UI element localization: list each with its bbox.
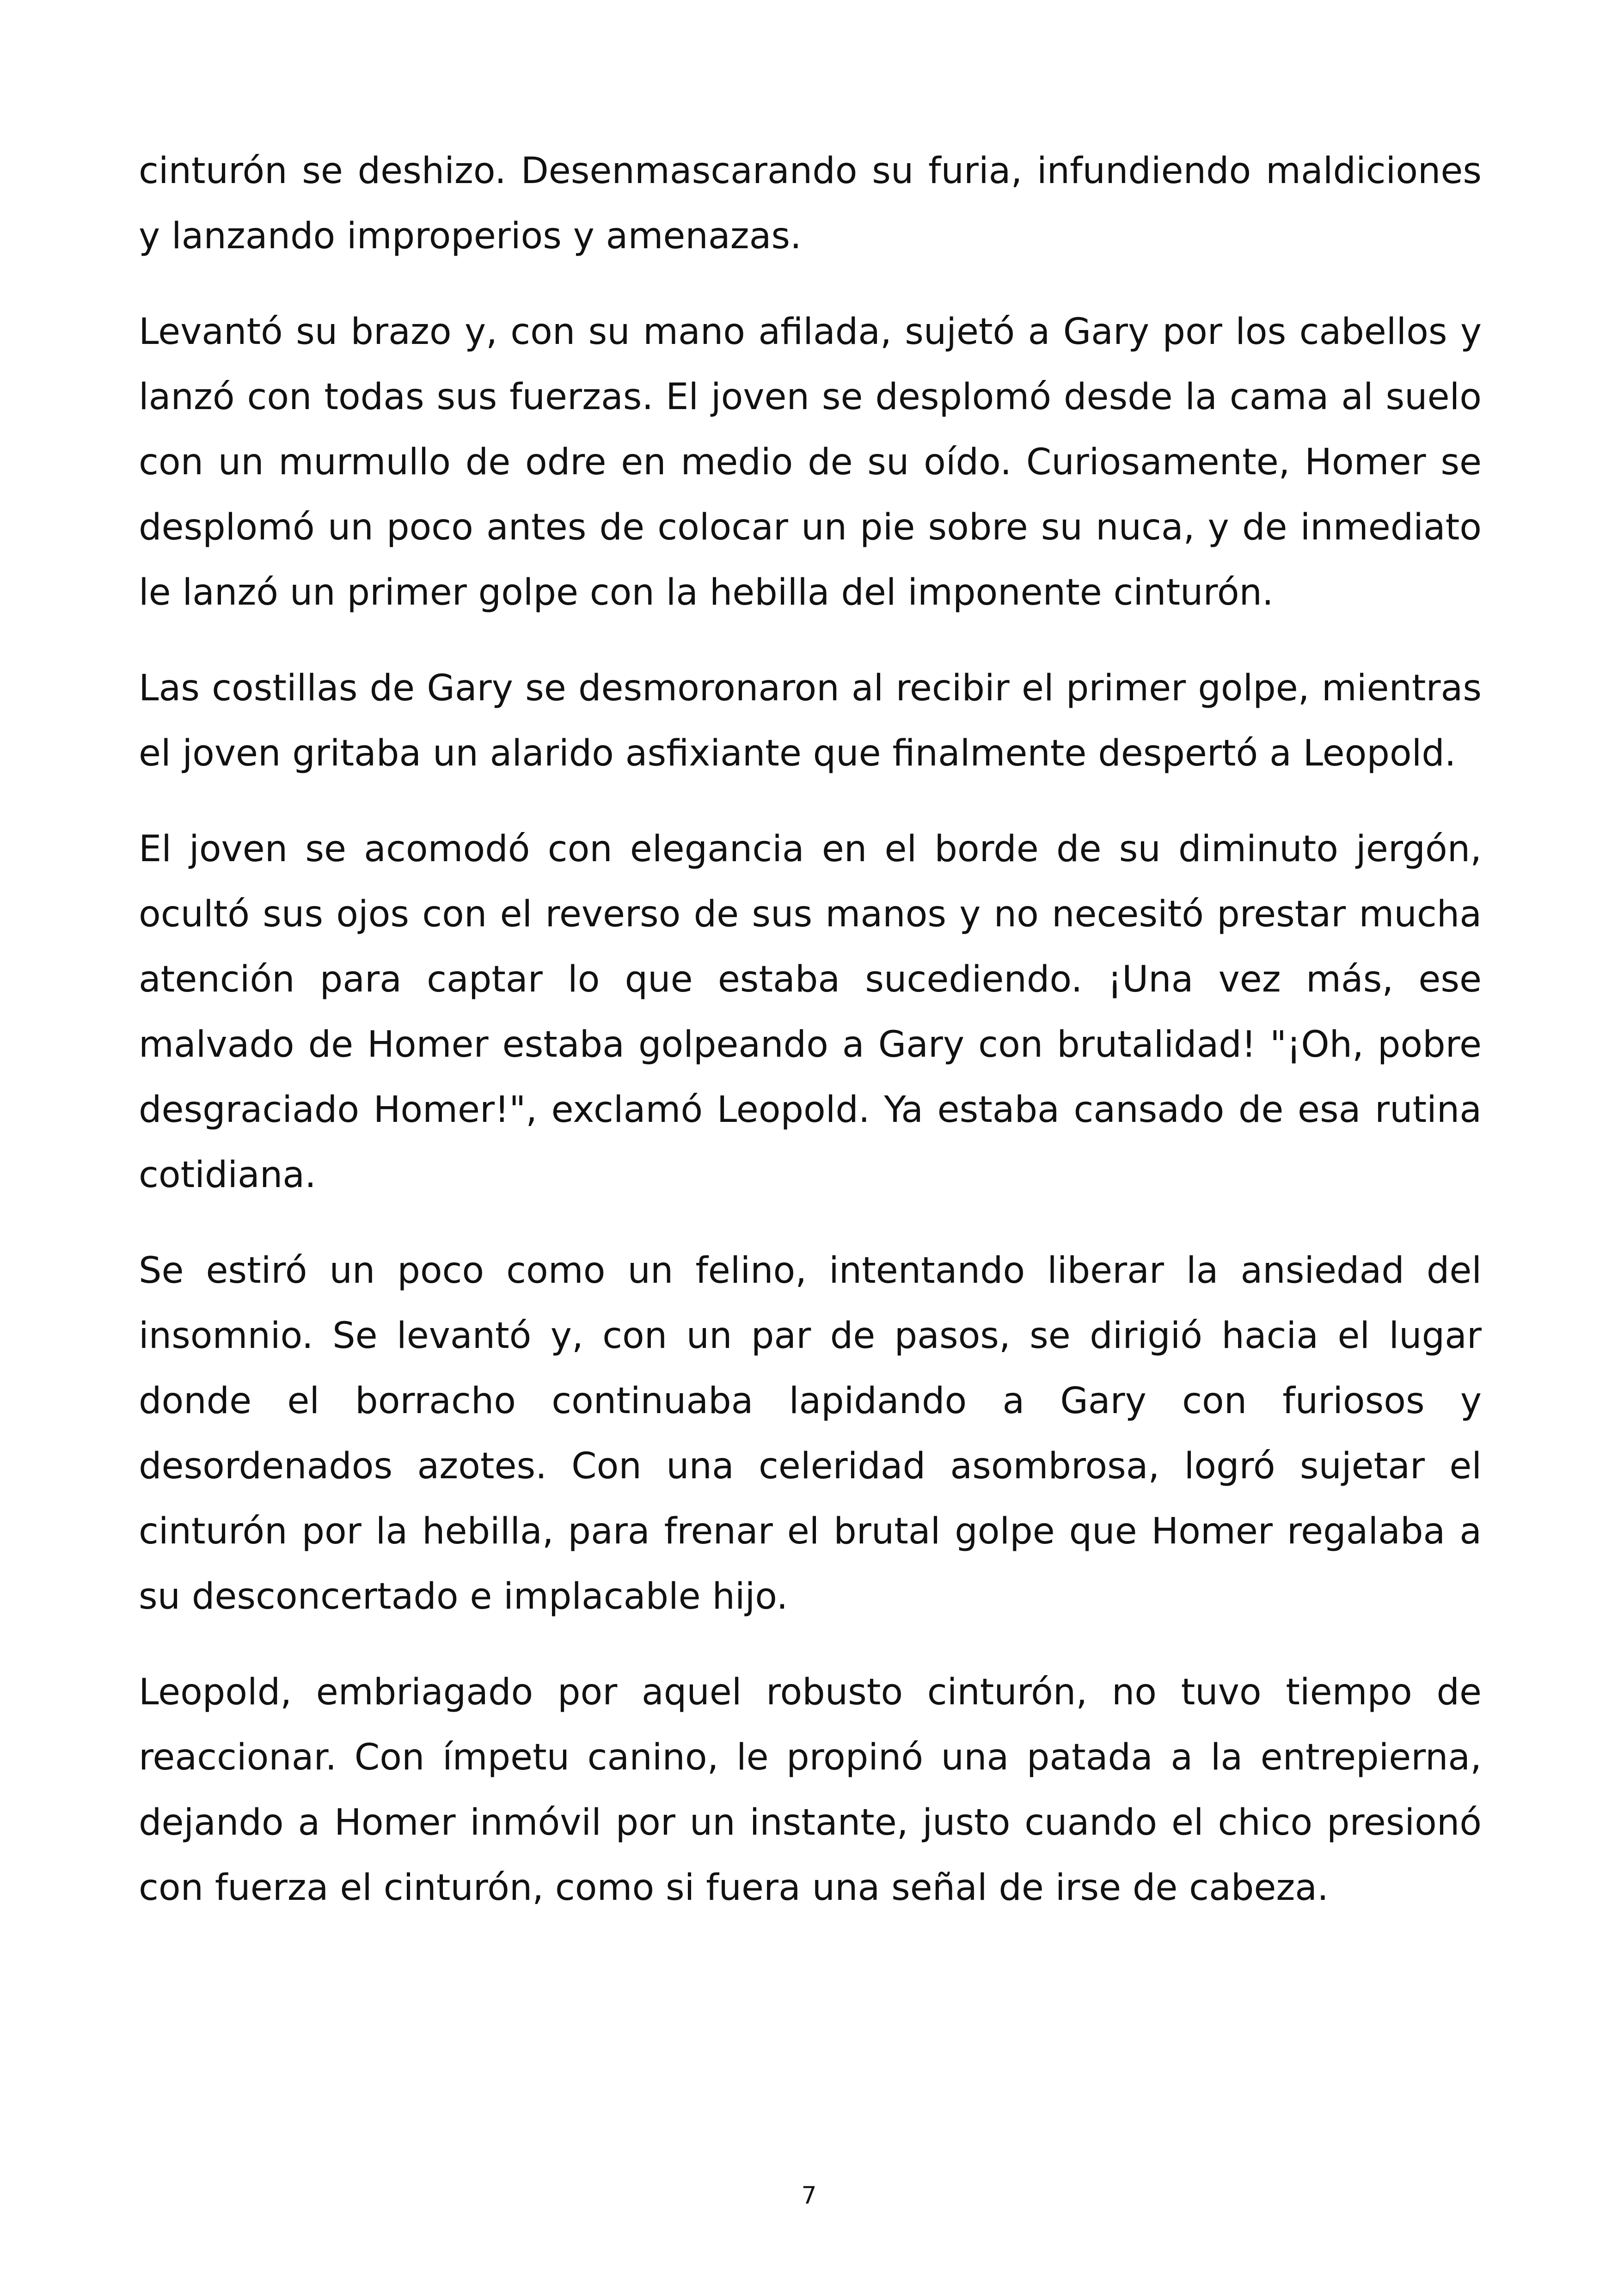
paragraph-4: El joven se acomodó con elegancia en el borde de su diminuto jergón, ocultó sus ojos con el reverso de sus manos y no necesitó prestar mucha atención para captar lo que estaba sucediendo. ¡Una vez más, ese malvado de Homer estaba golpeando a Gary con brutalidad! "¡Oh, pobre desgraciado Homer!", exclamó Leopold. Ya estaba cansado de esa rutina cotidiana. <box>139 828 1482 1196</box>
page-number: 7 <box>801 2182 817 2210</box>
paragraph-2: Levantó su brazo y, con su mano afilada, sujetó a Gary por los cabellos y lanzó con todas sus fuerzas. El joven se desplomó desde la cama al suelo con un murmullo de odre en medio de su oído. Curiosamente, Homer se desplomó un poco antes de colocar un pie sobre su nuca, y de inmediato le lanzó un primer golpe con la hebilla del imponente cinturón. <box>139 311 1482 613</box>
page-body <box>139 139 1482 1951</box>
paragraph-1: cinturón se deshizo. Desenmascarando su furia, infundiendo maldiciones y lanzando improperios y amenazas. <box>139 150 1482 257</box>
paragraph-6: Leopold, embriagado por aquel robusto cinturón, no tuvo tiempo de reaccionar. Con ímpetu canino, le propinó una patada a la entrepierna, dejando a Homer inmóvil por un instante, justo cuando el chico presionó con fuerza el cinturón, como si fuera una señal de irse de cabeza. <box>139 1671 1482 1909</box>
paragraph-3: Las costillas de Gary se desmoronaron al recibir el primer golpe, mientras el joven gritaba un alarido asfixiante que finalmente despertó a Leopold. <box>139 667 1482 774</box>
paragraph-5: Se estiró un poco como un felino, intentando liberar la ansiedad del insomnio. Se levantó y, con un par de pasos, se dirigió hacia el lugar donde el borracho continuaba lapidando a Gary con furiosos y desordenados azotes. Con una celeridad asombrosa, logró sujetar el cinturón por la hebilla, para frenar el brutal golpe que Homer regalaba a su desconcertado e implacable hijo. <box>139 1250 1482 1617</box>
